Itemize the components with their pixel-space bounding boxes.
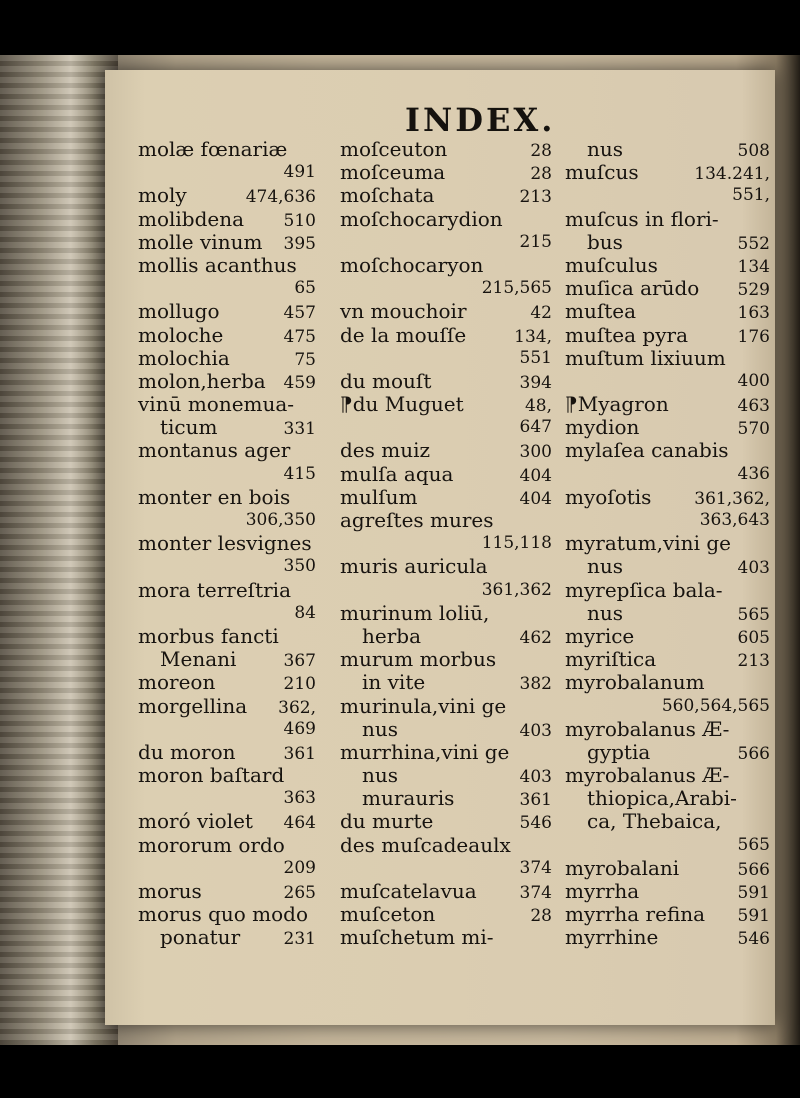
index-entry bbox=[565, 370, 770, 393]
entry-page-number: 647 bbox=[519, 417, 552, 438]
entry-term: du moron bbox=[138, 739, 236, 764]
entry-term: agreſtes mures bbox=[340, 508, 494, 532]
entry-term: moron baſtard bbox=[138, 763, 285, 788]
entry-term: muſceton bbox=[340, 902, 436, 927]
entry-page-number: 361,362, bbox=[694, 488, 770, 509]
entry-page-number: 363,643 bbox=[699, 510, 770, 530]
index-entry bbox=[138, 555, 316, 578]
entry-page-number: 457 bbox=[283, 303, 316, 324]
index-entry bbox=[138, 208, 316, 231]
entry-term: murinula,vini ge bbox=[340, 693, 507, 718]
index-entry bbox=[340, 300, 552, 323]
entry-term: molon,herba bbox=[138, 368, 266, 393]
entry-term: du murte bbox=[340, 809, 434, 834]
entry-term: nus bbox=[587, 554, 624, 579]
entry-term: muſtea pyra bbox=[565, 322, 688, 347]
entry-page-number: 75 bbox=[294, 349, 316, 370]
index-entry bbox=[340, 671, 552, 694]
index-entry bbox=[340, 161, 552, 184]
entry-page-number: 464 bbox=[283, 813, 316, 834]
entry-term: murinum loliū, bbox=[340, 600, 490, 625]
index-entry bbox=[138, 625, 316, 648]
entry-page-number: 374 bbox=[519, 883, 552, 903]
index-entry bbox=[138, 857, 316, 880]
entry-page-number: 546 bbox=[737, 929, 770, 950]
index-entry bbox=[138, 439, 316, 462]
entry-term: morgellina bbox=[138, 693, 248, 718]
index-entry bbox=[340, 880, 552, 903]
index-entry bbox=[340, 208, 552, 231]
index-entry bbox=[138, 880, 316, 903]
index-entry bbox=[138, 764, 316, 787]
entry-term: mora terreſtria bbox=[138, 577, 291, 602]
entry-term: muſcatelavua bbox=[340, 879, 477, 903]
index-entry bbox=[138, 903, 316, 926]
index-column-1 bbox=[138, 138, 316, 950]
index-entry bbox=[565, 741, 770, 764]
index-entry bbox=[138, 300, 316, 323]
entry-term: murauris bbox=[362, 786, 455, 811]
index-entry bbox=[565, 671, 770, 694]
entry-term: myrobalanus Æ- bbox=[565, 763, 730, 788]
entry-term: nus bbox=[362, 763, 399, 788]
index-entry bbox=[340, 393, 552, 416]
entry-term: bus bbox=[587, 229, 623, 254]
index-entry bbox=[340, 579, 552, 602]
entry-page-number: 394 bbox=[519, 372, 552, 393]
index-entry bbox=[565, 161, 770, 184]
entry-page-number: 300 bbox=[519, 442, 552, 463]
entry-page-number: 382 bbox=[519, 674, 552, 695]
index-entry bbox=[565, 695, 770, 718]
entry-page-number: 605 bbox=[737, 627, 770, 648]
entry-page-number: 529 bbox=[737, 280, 770, 301]
index-entry bbox=[565, 857, 770, 880]
index-entry bbox=[138, 463, 316, 486]
entry-term: muſcus bbox=[565, 160, 639, 185]
index-entry bbox=[340, 625, 552, 648]
index-entry bbox=[565, 764, 770, 787]
index-column-3 bbox=[565, 138, 770, 950]
index-entry bbox=[138, 787, 316, 810]
entry-page-number: 565 bbox=[737, 834, 770, 855]
entry-term: nus bbox=[587, 137, 624, 161]
entry-page-number: 361,362 bbox=[481, 579, 552, 600]
index-entry bbox=[340, 810, 552, 833]
entry-page-number: 404 bbox=[519, 488, 552, 509]
index-entry bbox=[565, 347, 770, 370]
entry-term: mylaſea canabis bbox=[565, 438, 729, 463]
index-entry bbox=[340, 787, 552, 810]
entry-page-number: 591 bbox=[737, 906, 770, 927]
entry-term: myrrhine bbox=[565, 925, 659, 950]
index-entry bbox=[565, 416, 770, 439]
entry-page-number: 404 bbox=[519, 465, 552, 486]
index-entry bbox=[138, 486, 316, 509]
index-entry bbox=[138, 718, 316, 741]
entry-page-number: 231 bbox=[283, 929, 316, 950]
index-entry bbox=[340, 695, 552, 718]
index-entry bbox=[340, 138, 552, 161]
entry-page-number: 436 bbox=[737, 463, 770, 484]
entry-page-number: 395 bbox=[283, 233, 316, 254]
entry-page-number: 565 bbox=[737, 604, 770, 625]
index-entry bbox=[565, 555, 770, 578]
entry-page-number: 28 bbox=[530, 141, 552, 161]
index-entry bbox=[565, 231, 770, 254]
index-entry bbox=[565, 254, 770, 277]
index-entry bbox=[340, 254, 552, 277]
entry-term: myrrha refina bbox=[565, 902, 706, 927]
entry-page-number: 475 bbox=[283, 326, 316, 347]
entry-page-number: 213 bbox=[737, 651, 770, 672]
entry-term: morbus fancti bbox=[138, 623, 279, 648]
index-column-2 bbox=[340, 138, 552, 950]
entry-page-number: 209 bbox=[283, 857, 316, 878]
index-entry bbox=[138, 416, 316, 439]
index-entry bbox=[138, 671, 316, 694]
entry-page-number: 48, bbox=[524, 396, 552, 417]
entry-page-number: 350 bbox=[283, 556, 316, 577]
index-entry bbox=[340, 439, 552, 462]
entry-term: muſchetum mi- bbox=[340, 925, 494, 950]
entry-page-number: 361 bbox=[519, 790, 552, 811]
index-entry bbox=[565, 463, 770, 486]
entry-page-number: 491 bbox=[283, 162, 316, 183]
entry-page-number: 560,564,565 bbox=[661, 695, 770, 716]
entry-page-number: 362, bbox=[278, 697, 316, 718]
index-entry bbox=[340, 903, 552, 926]
entry-term: myrrha bbox=[565, 879, 640, 903]
entry-page-number: 463 bbox=[737, 396, 770, 417]
entry-term: murrhina,vini ge bbox=[340, 739, 510, 764]
index-entry bbox=[340, 277, 552, 300]
entry-term: myrobalanum bbox=[565, 670, 705, 695]
entry-term: monter en bois bbox=[138, 484, 291, 509]
index-entry bbox=[565, 718, 770, 741]
entry-page-number: 551, bbox=[732, 185, 770, 206]
entry-term: nus bbox=[587, 600, 624, 625]
entry-term: moró violet bbox=[138, 809, 253, 834]
index-entry bbox=[340, 602, 552, 625]
entry-page-number: 367 bbox=[283, 651, 316, 672]
index-entry bbox=[340, 532, 552, 555]
index-entry bbox=[565, 625, 770, 648]
entry-page-number: 361 bbox=[283, 743, 316, 764]
entry-page-number: 551 bbox=[519, 347, 552, 368]
index-entry bbox=[340, 324, 552, 347]
entry-page-number: 213 bbox=[519, 187, 552, 208]
entry-page-number: 210 bbox=[283, 674, 316, 695]
index-entry bbox=[138, 834, 316, 857]
entry-term: du mouſt bbox=[340, 368, 432, 393]
entry-page-number: 462 bbox=[519, 627, 552, 648]
index-entry bbox=[565, 602, 770, 625]
index-entry bbox=[340, 231, 552, 254]
entry-page-number: 374 bbox=[519, 857, 552, 878]
index-entry bbox=[138, 184, 316, 207]
entry-term: mollugo bbox=[138, 299, 220, 324]
entry-term: murum morbus bbox=[340, 647, 497, 672]
entry-page-number: 546 bbox=[519, 813, 552, 834]
entry-term: muſcus in flori- bbox=[565, 206, 719, 231]
entry-page-number: 215 bbox=[519, 231, 552, 252]
entry-term: ⁋du Muguet bbox=[340, 392, 464, 417]
entry-page-number: 415 bbox=[283, 463, 316, 484]
index-entry bbox=[138, 741, 316, 764]
index-entry bbox=[138, 648, 316, 671]
index-entry bbox=[340, 509, 552, 532]
entry-page-number: 176 bbox=[737, 326, 770, 347]
index-entry bbox=[138, 347, 316, 370]
entry-page-number: 459 bbox=[283, 372, 316, 393]
entry-term: des muiz bbox=[340, 438, 431, 463]
entry-term: moſceuton bbox=[340, 137, 448, 161]
entry-page-number: 510 bbox=[283, 210, 316, 231]
entry-term: gyptia bbox=[587, 739, 651, 764]
index-entry bbox=[138, 695, 316, 718]
index-entry bbox=[565, 393, 770, 416]
index-entry bbox=[565, 324, 770, 347]
entry-page-number: 163 bbox=[737, 303, 770, 324]
index-entry bbox=[565, 903, 770, 926]
entry-page-number: 363 bbox=[283, 788, 316, 809]
entry-term: vinū monemua- bbox=[138, 392, 295, 417]
entry-term: herba bbox=[362, 623, 422, 648]
entry-page-number: 134, bbox=[514, 326, 552, 347]
entry-term: thiopica,Arabi- bbox=[587, 786, 737, 811]
entry-page-number: 331 bbox=[283, 419, 316, 440]
entry-term: ⁋Myagron bbox=[565, 392, 669, 417]
index-entry bbox=[565, 787, 770, 810]
entry-page-number: 306,350 bbox=[245, 510, 316, 530]
entry-term: moreon bbox=[138, 670, 216, 695]
entry-page-number: 591 bbox=[737, 883, 770, 903]
entry-term: molle vinum bbox=[138, 229, 263, 254]
entry-term: myratum,vini ge bbox=[565, 531, 731, 556]
index-entry bbox=[565, 810, 770, 833]
entry-term: muſculus bbox=[565, 252, 658, 277]
entry-term: muſtum lixiuum bbox=[565, 345, 726, 370]
entry-term: mydion bbox=[565, 415, 640, 440]
index-entry bbox=[138, 532, 316, 555]
index-entry bbox=[565, 648, 770, 671]
entry-page-number: 215,565 bbox=[481, 278, 552, 299]
entry-term: moſchocaryon bbox=[340, 252, 484, 277]
entry-page-number: 469 bbox=[283, 718, 316, 739]
entry-page-number: 403 bbox=[519, 767, 552, 788]
book-spine bbox=[0, 55, 118, 1045]
index-entry bbox=[138, 254, 316, 277]
entry-term: des muſcadeaulx bbox=[340, 832, 511, 857]
entry-term: myrobalanus Æ- bbox=[565, 716, 730, 741]
index-entry bbox=[565, 532, 770, 555]
index-entry bbox=[565, 138, 770, 161]
index-entry bbox=[340, 834, 552, 857]
entry-page-number: 508 bbox=[737, 141, 770, 161]
index-entry bbox=[340, 370, 552, 393]
entry-term: molæ fœnariæ bbox=[138, 137, 288, 161]
entry-page-number: 403 bbox=[737, 558, 770, 579]
index-entry bbox=[340, 741, 552, 764]
entry-term: moſceuma bbox=[340, 160, 446, 185]
index-entry bbox=[138, 393, 316, 416]
index-entry bbox=[340, 416, 552, 439]
entry-page-number: 400 bbox=[737, 370, 770, 391]
entry-term: muſica arūdo bbox=[565, 276, 700, 301]
entry-term: in vite bbox=[362, 670, 426, 695]
index-entry bbox=[138, 810, 316, 833]
index-entry bbox=[565, 439, 770, 462]
index-entry bbox=[565, 184, 770, 207]
index-entry bbox=[138, 138, 316, 161]
entry-page-number: 28 bbox=[530, 906, 552, 927]
index-entry bbox=[565, 509, 770, 532]
entry-term: myrice bbox=[565, 623, 635, 648]
index-entry bbox=[138, 579, 316, 602]
entry-term: morus quo modo bbox=[138, 902, 308, 927]
entry-term: moloche bbox=[138, 322, 224, 347]
index-entry bbox=[565, 208, 770, 231]
index-entry bbox=[565, 880, 770, 903]
entry-term: molochia bbox=[138, 345, 230, 370]
entry-page-number: 570 bbox=[737, 419, 770, 440]
entry-term: muris auricula bbox=[340, 554, 488, 579]
entry-term: nus bbox=[362, 716, 399, 741]
index-entry bbox=[340, 555, 552, 578]
index-entry bbox=[565, 486, 770, 509]
entry-term: myrepſica bala- bbox=[565, 577, 723, 602]
entry-term: de la mouſſe bbox=[340, 322, 467, 347]
index-entry bbox=[138, 926, 316, 949]
entry-term: myriſtica bbox=[565, 647, 657, 672]
index-entry bbox=[340, 718, 552, 741]
index-entry bbox=[138, 161, 316, 184]
entry-term: mororum ordo bbox=[138, 832, 285, 857]
entry-term: mulſa aqua bbox=[340, 461, 454, 486]
entry-term: mollis acanthus bbox=[138, 252, 297, 277]
index-entry bbox=[565, 277, 770, 300]
entry-term: ca, Thebaica, bbox=[587, 809, 722, 834]
entry-term: myrobalani bbox=[565, 855, 680, 880]
index-entry bbox=[340, 857, 552, 880]
entry-page-number: 566 bbox=[737, 743, 770, 764]
entry-term: monter lesvignes bbox=[138, 531, 312, 556]
entry-page-number: 42 bbox=[530, 303, 552, 324]
index-entry bbox=[340, 184, 552, 207]
index-entry bbox=[565, 926, 770, 949]
index-entry bbox=[340, 926, 552, 949]
entry-page-number: 65 bbox=[294, 278, 316, 299]
entry-page-number: 265 bbox=[283, 883, 316, 903]
entry-term: mulſum bbox=[340, 484, 418, 509]
entry-term: ponatur bbox=[160, 925, 241, 950]
entry-page-number: 474,636 bbox=[245, 187, 316, 208]
entry-page-number: 403 bbox=[519, 720, 552, 741]
entry-term: morus bbox=[138, 879, 202, 903]
entry-term: myoſotis bbox=[565, 484, 652, 509]
index-entry bbox=[340, 463, 552, 486]
entry-term: muſtea bbox=[565, 299, 637, 324]
index-entry bbox=[138, 509, 316, 532]
entry-page-number: 84 bbox=[294, 602, 316, 623]
entry-page-number: 552 bbox=[737, 233, 770, 254]
entry-page-number: 134.241, bbox=[694, 164, 770, 185]
entry-page-number: 115,118 bbox=[481, 533, 552, 554]
index-entry bbox=[138, 602, 316, 625]
index-entry bbox=[340, 764, 552, 787]
entry-term: moſchata bbox=[340, 183, 435, 208]
index-entry bbox=[138, 231, 316, 254]
index-entry bbox=[340, 648, 552, 671]
index-entry bbox=[138, 324, 316, 347]
index-entry bbox=[138, 277, 316, 300]
entry-page-number: 134 bbox=[737, 256, 770, 277]
entry-term: molibdena bbox=[138, 206, 245, 231]
index-entry bbox=[565, 300, 770, 323]
index-entry bbox=[340, 486, 552, 509]
entry-page-number: 566 bbox=[737, 859, 770, 880]
entry-term: moſchocarydion bbox=[340, 206, 503, 231]
index-entry bbox=[340, 347, 552, 370]
entry-term: vn mouchoir bbox=[340, 299, 467, 324]
index-entry bbox=[565, 834, 770, 857]
index-entry bbox=[138, 370, 316, 393]
page-title: INDEX. bbox=[405, 101, 556, 139]
entry-term: moly bbox=[138, 183, 187, 208]
entry-term: Menani bbox=[160, 647, 237, 672]
index-entry bbox=[565, 579, 770, 602]
entry-term: ticum bbox=[160, 415, 218, 440]
entry-page-number: 28 bbox=[530, 164, 552, 185]
entry-term: montanus ager bbox=[138, 438, 291, 463]
